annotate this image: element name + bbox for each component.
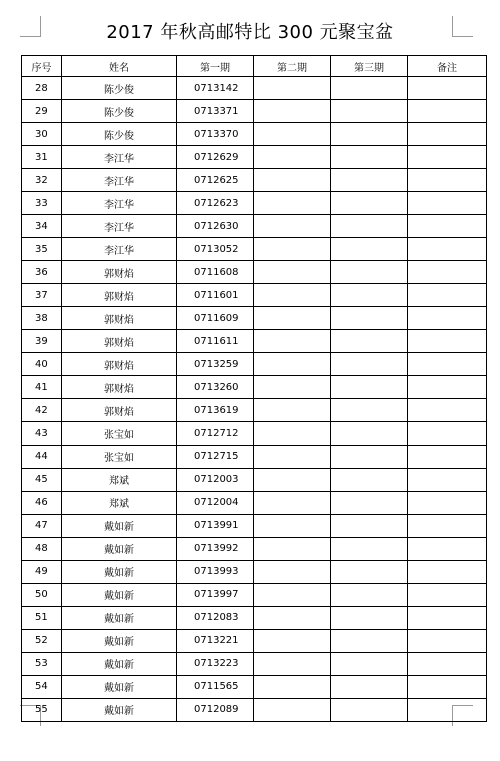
cell-serial: 41 (22, 376, 62, 399)
cell-remarks (408, 307, 487, 330)
cell-name: 郭财焰 (62, 399, 177, 422)
cell-period-3 (331, 77, 408, 100)
cell-period-1: 0713260 (177, 376, 254, 399)
table-header-row (22, 56, 487, 77)
table-row (22, 445, 487, 468)
cell-remarks (408, 146, 487, 169)
cell-remarks (408, 445, 487, 468)
cell-serial: 36 (22, 261, 62, 284)
table-row (22, 169, 487, 192)
cell-serial: 30 (22, 123, 62, 146)
cell-serial: 50 (22, 583, 62, 606)
cell-period-1: 0712623 (177, 192, 254, 215)
cell-period-1: 0713052 (177, 238, 254, 261)
table-row (22, 192, 487, 215)
table-row (22, 606, 487, 629)
cell-period-3 (331, 123, 408, 146)
cell-remarks (408, 560, 487, 583)
cell-name: 李江华 (62, 146, 177, 169)
cell-serial: 55 (22, 698, 62, 721)
cell-serial: 32 (22, 169, 62, 192)
cell-period-2 (254, 652, 331, 675)
cell-name: 郭财焰 (62, 261, 177, 284)
cell-period-3 (331, 215, 408, 238)
cell-period-3 (331, 583, 408, 606)
cell-period-3 (331, 146, 408, 169)
table-row (22, 560, 487, 583)
table-row (22, 215, 487, 238)
cell-serial: 53 (22, 652, 62, 675)
cell-name: 戴如新 (62, 560, 177, 583)
cell-name: 李江华 (62, 215, 177, 238)
table-row (22, 123, 487, 146)
cell-remarks (408, 77, 487, 100)
cell-period-2 (254, 537, 331, 560)
header-serial: 序号 (22, 56, 62, 77)
cell-period-2 (254, 261, 331, 284)
cell-period-2 (254, 353, 331, 376)
cell-remarks (408, 629, 487, 652)
cell-period-1: 0712083 (177, 606, 254, 629)
cell-period-1: 0712630 (177, 215, 254, 238)
cell-serial: 54 (22, 675, 62, 698)
cell-remarks (408, 284, 487, 307)
cell-period-1: 0713142 (177, 77, 254, 100)
cell-period-2 (254, 422, 331, 445)
cell-period-2 (254, 514, 331, 537)
cell-period-2 (254, 215, 331, 238)
cell-period-2 (254, 146, 331, 169)
cell-period-1: 0712089 (177, 698, 254, 721)
cell-period-2 (254, 468, 331, 491)
cell-remarks (408, 399, 487, 422)
cell-serial: 38 (22, 307, 62, 330)
cell-period-2 (254, 629, 331, 652)
cell-remarks (408, 698, 487, 721)
cell-period-1: 0713223 (177, 652, 254, 675)
cell-remarks (408, 169, 487, 192)
header-name: 姓名 (62, 56, 177, 77)
cell-period-3 (331, 652, 408, 675)
cell-name: 戴如新 (62, 514, 177, 537)
cell-period-2 (254, 583, 331, 606)
cell-period-2 (254, 330, 331, 353)
cell-remarks (408, 238, 487, 261)
table-row (22, 261, 487, 284)
cell-period-2 (254, 77, 331, 100)
cell-period-1: 0713370 (177, 123, 254, 146)
table-row (22, 100, 487, 123)
ticket-table (21, 55, 487, 722)
cell-period-1: 0713997 (177, 583, 254, 606)
cell-period-3 (331, 491, 408, 514)
cell-period-3 (331, 537, 408, 560)
table-row (22, 376, 487, 399)
table-row (22, 514, 487, 537)
cell-period-2 (254, 238, 331, 261)
table-row (22, 307, 487, 330)
cell-remarks (408, 652, 487, 675)
cell-period-2 (254, 376, 331, 399)
cell-name: 李江华 (62, 192, 177, 215)
cell-remarks (408, 675, 487, 698)
cell-period-3 (331, 629, 408, 652)
cell-serial: 52 (22, 629, 62, 652)
cell-period-2 (254, 445, 331, 468)
cell-name: 戴如新 (62, 629, 177, 652)
cell-name: 郑斌 (62, 491, 177, 514)
cell-period-3 (331, 376, 408, 399)
table-row (22, 629, 487, 652)
table-row (22, 698, 487, 721)
cell-name: 郑斌 (62, 468, 177, 491)
cell-remarks (408, 583, 487, 606)
cell-period-3 (331, 422, 408, 445)
cell-period-3 (331, 261, 408, 284)
cell-name: 郭财焰 (62, 330, 177, 353)
cell-period-3 (331, 514, 408, 537)
cell-name: 李江华 (62, 169, 177, 192)
cell-period-2 (254, 123, 331, 146)
cell-period-3 (331, 698, 408, 721)
cell-period-3 (331, 675, 408, 698)
cell-serial: 47 (22, 514, 62, 537)
table-row (22, 675, 487, 698)
cell-period-2 (254, 560, 331, 583)
cell-period-1: 0711601 (177, 284, 254, 307)
cell-remarks (408, 468, 487, 491)
cell-period-1: 0713619 (177, 399, 254, 422)
cell-period-2 (254, 606, 331, 629)
cell-period-2 (254, 675, 331, 698)
cell-remarks (408, 491, 487, 514)
cell-name: 张宝如 (62, 445, 177, 468)
cell-period-1: 0713221 (177, 629, 254, 652)
document-title: 2017 年秋高邮特比 300 元聚宝盆 (106, 22, 394, 43)
cell-remarks (408, 123, 487, 146)
cell-period-3 (331, 169, 408, 192)
cell-serial: 44 (22, 445, 62, 468)
cell-serial: 46 (22, 491, 62, 514)
cell-period-3 (331, 560, 408, 583)
cell-period-3 (331, 353, 408, 376)
cell-name: 戴如新 (62, 583, 177, 606)
cell-serial: 51 (22, 606, 62, 629)
cell-serial: 34 (22, 215, 62, 238)
table-row (22, 399, 487, 422)
cell-period-2 (254, 100, 331, 123)
cell-period-2 (254, 284, 331, 307)
cell-period-3 (331, 100, 408, 123)
cell-period-3 (331, 399, 408, 422)
cell-serial: 28 (22, 77, 62, 100)
cell-serial: 29 (22, 100, 62, 123)
cell-period-1: 0713371 (177, 100, 254, 123)
cell-period-1: 0712715 (177, 445, 254, 468)
cell-serial: 43 (22, 422, 62, 445)
cell-remarks (408, 376, 487, 399)
cell-period-2 (254, 192, 331, 215)
cell-name: 陈少俊 (62, 77, 177, 100)
cell-remarks (408, 514, 487, 537)
cell-name: 戴如新 (62, 606, 177, 629)
cell-period-2 (254, 491, 331, 514)
cell-period-3 (331, 330, 408, 353)
cell-period-3 (331, 445, 408, 468)
cell-period-1: 0712004 (177, 491, 254, 514)
table-row (22, 353, 487, 376)
cell-period-1: 0712712 (177, 422, 254, 445)
cell-period-1: 0711609 (177, 307, 254, 330)
table-row (22, 146, 487, 169)
cell-remarks (408, 353, 487, 376)
cell-period-2 (254, 169, 331, 192)
cell-period-3 (331, 468, 408, 491)
table-row (22, 330, 487, 353)
cell-period-3 (331, 192, 408, 215)
cell-serial: 49 (22, 560, 62, 583)
cell-remarks (408, 606, 487, 629)
cell-name: 郭财焰 (62, 376, 177, 399)
cell-serial: 31 (22, 146, 62, 169)
table-row (22, 583, 487, 606)
cell-remarks (408, 215, 487, 238)
header-remarks: 备注 (408, 56, 487, 77)
cell-remarks (408, 330, 487, 353)
cell-name: 郭财焰 (62, 284, 177, 307)
cell-period-3 (331, 307, 408, 330)
cell-remarks (408, 261, 487, 284)
cell-name: 李江华 (62, 238, 177, 261)
cell-remarks (408, 100, 487, 123)
cell-period-1: 0713993 (177, 560, 254, 583)
header-period-1: 第一期 (177, 56, 254, 77)
cell-period-1: 0712629 (177, 146, 254, 169)
cell-period-2 (254, 307, 331, 330)
table-row (22, 537, 487, 560)
cell-period-1: 0711565 (177, 675, 254, 698)
cell-name: 张宝如 (62, 422, 177, 445)
cell-remarks (408, 537, 487, 560)
cell-period-1: 0712003 (177, 468, 254, 491)
cell-serial: 37 (22, 284, 62, 307)
cell-serial: 48 (22, 537, 62, 560)
cell-name: 戴如新 (62, 675, 177, 698)
cell-period-3 (331, 284, 408, 307)
cell-name: 郭财焰 (62, 353, 177, 376)
header-period-3: 第三期 (331, 56, 408, 77)
cell-remarks (408, 422, 487, 445)
table-row (22, 77, 487, 100)
cell-serial: 45 (22, 468, 62, 491)
cell-name: 戴如新 (62, 698, 177, 721)
cell-period-3 (331, 606, 408, 629)
cell-period-1: 0712625 (177, 169, 254, 192)
table-row (22, 284, 487, 307)
cell-name: 戴如新 (62, 537, 177, 560)
table-row (22, 422, 487, 445)
cell-serial: 39 (22, 330, 62, 353)
table-row (22, 491, 487, 514)
cell-period-1: 0713259 (177, 353, 254, 376)
cell-period-3 (331, 238, 408, 261)
table-body (22, 77, 487, 722)
cell-serial: 35 (22, 238, 62, 261)
header-period-2: 第二期 (254, 56, 331, 77)
cell-serial: 42 (22, 399, 62, 422)
cell-name: 郭财焰 (62, 307, 177, 330)
cell-name: 陈少俊 (62, 100, 177, 123)
cell-serial: 33 (22, 192, 62, 215)
table-row (22, 468, 487, 491)
cell-remarks (408, 192, 487, 215)
cell-period-1: 0711608 (177, 261, 254, 284)
cell-period-1: 0713991 (177, 514, 254, 537)
cell-period-2 (254, 399, 331, 422)
table-row (22, 652, 487, 675)
cell-serial: 40 (22, 353, 62, 376)
table-row (22, 238, 487, 261)
cell-period-1: 0711611 (177, 330, 254, 353)
cell-period-2 (254, 698, 331, 721)
cell-name: 戴如新 (62, 652, 177, 675)
cell-period-1: 0713992 (177, 537, 254, 560)
cell-name: 陈少俊 (62, 123, 177, 146)
